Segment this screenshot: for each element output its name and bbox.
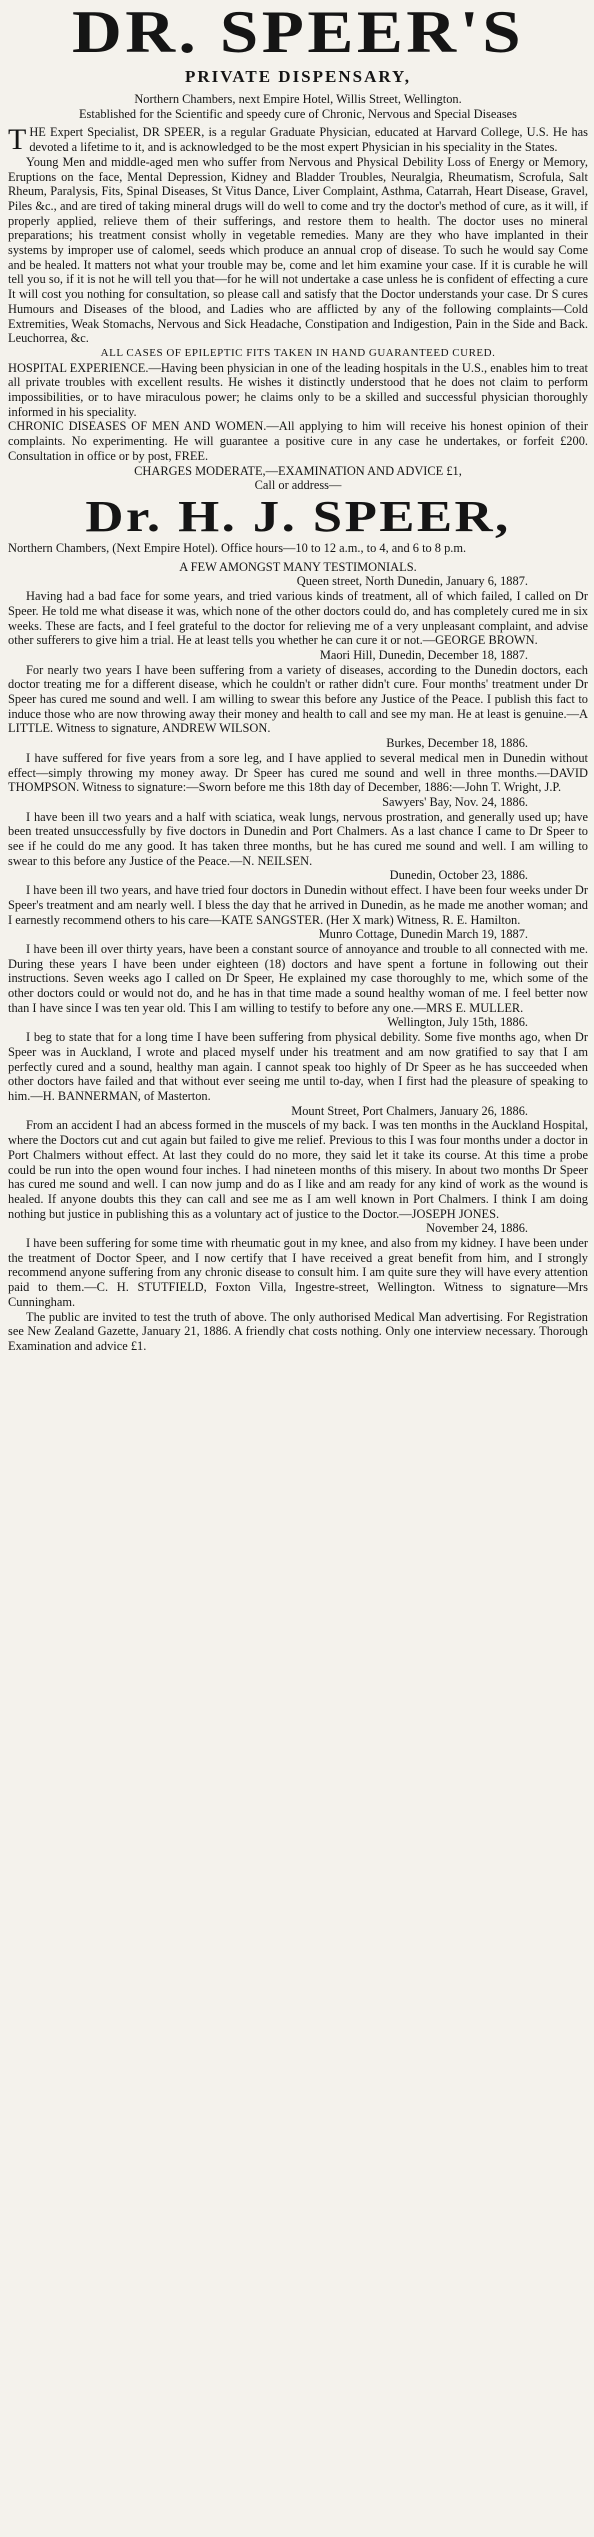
- testimonial-dateline: Maori Hill, Dunedin, December 18, 1887.: [319, 647, 528, 662]
- masthead: [8, 0, 588, 88]
- address-line: Northern Chambers, next Empire Hotel, Willis Street, Wellington.: [134, 92, 462, 106]
- testimonial-dateline: Wellington, July 15th, 1886.: [387, 1015, 528, 1030]
- testimonial-dateline: November 24, 1886.: [426, 1221, 528, 1236]
- contact-name-wrap: [8, 493, 588, 541]
- testimonial-dateline: Queen street, North Dunedin, January 6, 1887.: [296, 574, 528, 589]
- testimonial-dateline: Mount Street, Port Chalmers, January 26, 1886.: [291, 1103, 528, 1118]
- testimonial: [8, 648, 588, 736]
- testimonial-body: I have suffered for five years from a sore leg, and I have applied to several medical men in Dunedin without effect—simply throwing my money away. Dr Speer has cured me sound and well in three months.—DAVID THOMPSON. Witness to signature:—Sworn before me this 18th day of December, 1886:—John T. Wright, J.P.: [8, 750, 588, 795]
- closing-paragraph: The public are invited to test the truth of above. The only authorised Medical Man advertising. For Registration see New Zealand Gazette, January 21, 1886. A friendly chat costs nothing. Only one interview necessary. Thorough Examination and advice £1.: [8, 1309, 588, 1353]
- testimonial-body: I have been ill two years, and have tried four doctors in Dunedin without effect. I have been four weeks under Dr Speer's treatment and am nearly well. I bless the day that he arrived in Dunedin, as he made me another woman; and I earnestly recommend others to his care—KATE SANGSTER. (Her X mark) Witness, R. E. Hamilton.: [8, 883, 588, 927]
- testimonial-body: From an accident I had an abcess formed in the muscels of my back. I was ten months in the Auckland Hospital, where the Doctors cut and cut again but failed to give me relief. Previous to this I was four months under a doctor in Port Chalmers without effect. At last they could do no more, they said let it take its course. At this time a probe could be run into the open wound four inches. I had nineteen months of this misery. In about two months Dr Speer has cured me sound and well. I can now jump and do as I like and am ready for any kind of work as the wound is healed. If anyone doubts this they can call and see me as I am well known in Port Chalmers. I think I am doing nothing but justice in publishing this as a voluntary act of justice to the Doctor.—JOSEPH JONES.: [8, 1118, 588, 1221]
- testimonial-body: For nearly two years I have been suffering from a variety of diseases, according to the Dunedin doctors, each doctor treating me for a different disease, which he couldn't or rather didn't cure. Four months' treatment under Dr Speer has cured me sound and well. I am willing to swear this before any Justice of the Peace. I publish this fact to induce those who are now throwing away their money and health to call and see my man. He at least is genuine.—A LITTLE. Witness to signature, ANDREW WILSON.: [8, 662, 588, 736]
- testimonials-heading: A FEW AMONGST MANY TESTIMONIALS.: [179, 559, 417, 574]
- intro-text: HE Expert Specialist, DR SPEER, is a regular Graduate Physician, educated at Harvard College, U.S. He has devoted a lifetime to it, and is acknowledged to be the most expert Physician in his speciality in the States.: [29, 125, 588, 155]
- ad-subtitle: PRIVATE DISPENSARY,: [184, 67, 412, 86]
- epileptic-notice: ALL CASES OF EPILEPTIC FITS TAKEN IN HAND GUARANTEED CURED.: [100, 346, 496, 359]
- hospital-paragraph: HOSPITAL EXPERIENCE.—Having been physician in one of the leading hospitals in the U.S., enables him to treat all private troubles with excellent results. He wishes it distinctly understood that he does not claim to perform impossibilities, or to have miraculous power; he claims only to be a skilled and successful physician thoroughly informed in his speciality.: [8, 360, 588, 419]
- testimonial-body: I have been ill over thirty years, have been a constant source of annoyance and trouble to all connected with me. During these years I have been under eighteen (18) doctors and have spent a fortune in following out their instructions. Seven weeks ago I called on Dr Speer, He explained my case thoroughly to me, which some of the other doctors could or would not do, and he has in that time made a sound healthy woman of me. I feel better now than I have since I was ten year old. This I am willing to testify to before any one.—MRS E. MULLER.: [8, 941, 588, 1015]
- ad-title: DR. SPEER'S: [71, 0, 525, 65]
- testimonial-list: [8, 574, 588, 1309]
- established-line: Established for the Scientific and speedy cure of Chronic, Nervous and Special Diseases: [78, 106, 518, 121]
- testimonial: [8, 736, 588, 795]
- intro-paragraph: [8, 123, 588, 157]
- testimonial: [8, 1104, 588, 1222]
- conditions-paragraph: Young Men and middle-aged men who suffer from Nervous and Physical Debility Loss of Energy or Memory, Eruptions on the face, Mental Depression, Kidney and Bladder Troubles, Neuralgia, Rheumatism, Scrofula, Salt Rheum, Paralysis, Fits, Spinal Diseases, St Vitus Dance, Liver Complaint, Asthma, Catarrah, Heart Disease, Gravel, Piles &c., and are tired of taking mineral drugs will do well to come and try the doctor's method of cure, as it will, if properly applied, relieve them of their sufferings, and restore them to health. The doctor uses no mineral preparations; his treatment consist wholly in vegetable remedies. Many are they who have implanted in their systems by improper use of calomel, seeds which produce an annual crop of disease. To such he would say Come and be healed. It matters not what your trouble may be, come and let him examine your case. If it is curable he will tell you so, if it is not he will tell you that—for he will not undertake a case unless he is confident of effecting a cure It will cost you nothing for consultation, so please call and satisfy that the Doctor understands your case. Dr S cures Humours and Diseases of the blood, and Ladies who are afflicted by any of the following complaints—Cold Extremities, Weak Stomachs, Nervous and Sick Headache, Constipation and Indigestion, Pain in the Side and Back. Leuchorrea, &c.: [8, 154, 588, 346]
- chronic-paragraph: CHRONIC DISEASES OF MEN AND WOMEN.—All applying to him will receive his honest opinion of their complaints. No experimenting. He will guarantee a positive cure in any case he undertakes, or forfeit £200. Consultation in office or by post, FREE.: [8, 419, 588, 463]
- testimonial-dateline: Burkes, December 18, 1886.: [386, 736, 528, 751]
- testimonial: [8, 868, 588, 927]
- testimonial: [8, 795, 588, 869]
- testimonial: [8, 927, 588, 1015]
- testimonial: [8, 1221, 588, 1309]
- testimonial-dateline: Dunedin, October 23, 1886.: [389, 868, 528, 883]
- testimonial: [8, 1015, 588, 1103]
- testimonial-dateline: Sawyers' Bay, Nov. 24, 1886.: [382, 794, 528, 809]
- testimonial-body: I beg to state that for a long time I have been suffering from physical debility. Some five months ago, when Dr Speer was in Auckland, I wrote and placed myself under his treatment and am now gratified to say that I am perfectly cured and a sound, healthy man again. I cannot speak too highly of Dr Speer as he has succeeded when other doctors have failed and that without ever seeing me until to-day, when I first had the pleasure of speaking to him.—H. BANNERMAN, of Masterton.: [8, 1030, 588, 1103]
- doctor-name: Dr. H. J. SPEER,: [85, 491, 511, 541]
- office-hours: Northern Chambers, (Next Empire Hotel). Office hours—10 to 12 a.m., to 4, and 6 to 8 p.m.: [8, 540, 467, 555]
- testimonial-body: I have been ill two years and a half with sciatica, weak lungs, nervous prostration, and generally used up; have been treated unsuccessfully by five doctors in Dunedin and Port Chalmers. As a last chance I came to Dr Speer to see if he could do me any good. It has taken three months, but he has cured me sound and well. I am willing to swear to this before any Justice of the Peace.—N. NEILSEN.: [8, 809, 588, 868]
- drop-cap: T: [8, 123, 27, 157]
- testimonial-body: I have been suffering for some time with rheumatic gout in my knee, and also from my kidney. I have been under the treatment of Doctor Speer, and I now certify that I have received a great benefit from him, and I strongly recommend anyone suffering from any chronic disease to consult him. I am quite sure they will have every attention paid to them.—C. H. STUTFIELD, Foxton Villa, Ingestre-street, Wellington. Witness to signature—Mrs Cunningham.: [8, 1236, 588, 1309]
- testimonial-dateline: Munro Cottage, Dunedin March 19, 1887.: [318, 927, 528, 942]
- testimonial-body: Having had a bad face for some years, and tried various kinds of treatment, all of which failed, I called on Dr Speer. He told me what disease it was, which none of the other doctors could do, and has completely cured me in six weeks. These are facts, and I feel grateful to the doctor for relieving me of a very unpleasant complaint, and advise other sufferers to give him a trial. He at least tells you whether he can cure it or not.—GEORGE BROWN.: [8, 589, 588, 648]
- call-line: Call or address—: [254, 478, 342, 493]
- charges-line: CHARGES MODERATE,—EXAMINATION AND ADVICE £1,: [134, 463, 462, 478]
- testimonial: [8, 574, 588, 648]
